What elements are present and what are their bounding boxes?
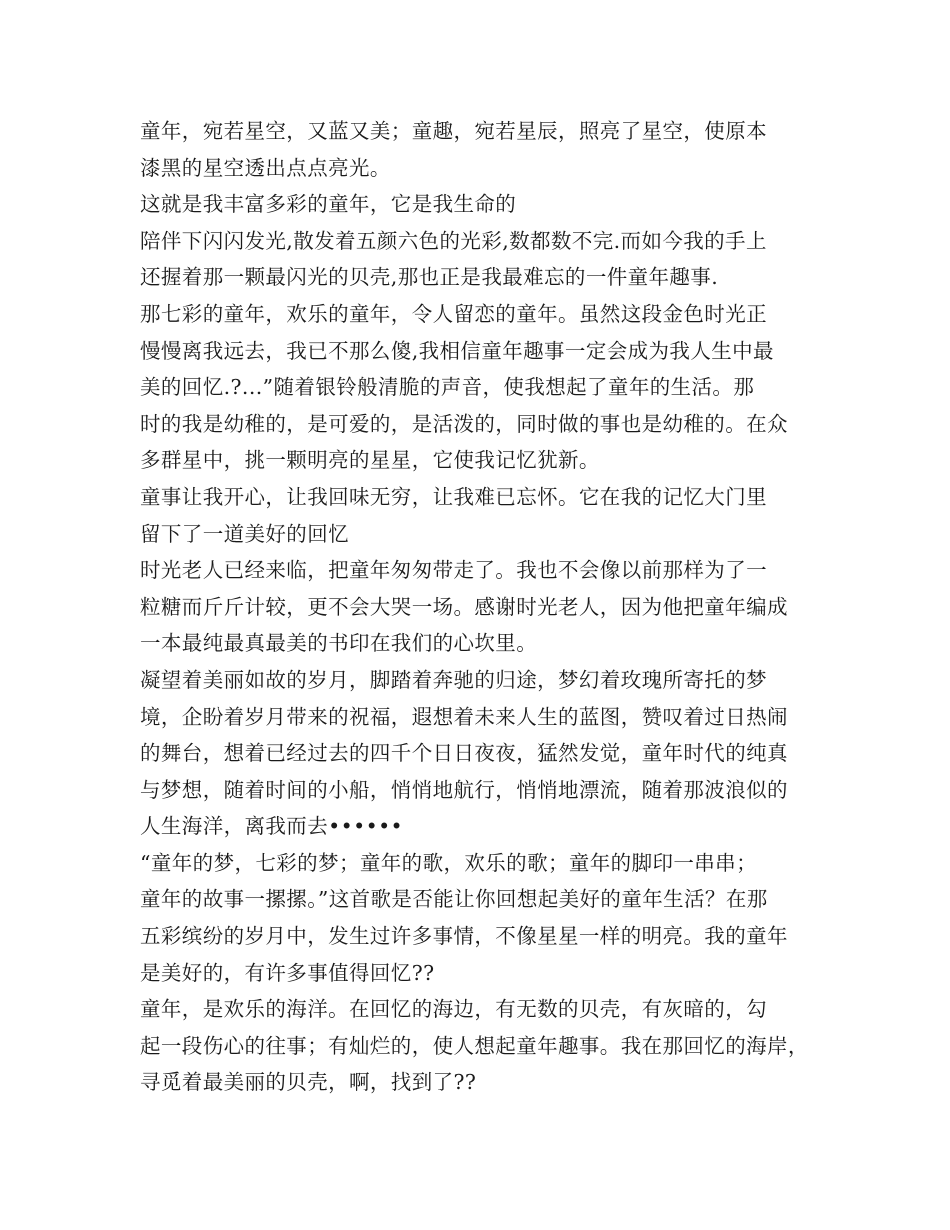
text-line: 一本最纯最真最美的书印在我们的心坎里。 bbox=[140, 631, 538, 656]
text-line: 寻觅着最美丽的贝壳，啊，找到了?? bbox=[140, 1070, 477, 1095]
text-line: 童年，宛若星空，又蓝又美；童趣，宛若星辰，照亮了星空，使原本 bbox=[140, 119, 767, 143]
text-line: 人生海洋，离我而去•••••• bbox=[140, 814, 404, 839]
text-line: 慢慢离我远去，我已不那么傻,我相信童年趣事一定会成为我人生中最 bbox=[140, 338, 774, 363]
text-line: 那七彩的童年，欢乐的童年，令人留恋的童年。虽然这段金色时光正 bbox=[140, 301, 767, 326]
text-line: 漆黑的星空透出点点亮光。 bbox=[140, 155, 391, 180]
text-line: 与梦想，随着时间的小船，悄悄地航行，悄悄地漂流，随着那波浪似的 bbox=[140, 777, 788, 802]
text-line: 是美好的，有许多事值得回忆?? bbox=[140, 960, 435, 985]
text-line: 童年，是欢乐的海洋。在回忆的海边，有无数的贝壳，有灰暗的，勾 bbox=[140, 997, 767, 1022]
text-line: 多群星中，挑一颗明亮的星星，它使我记忆犹新。 bbox=[140, 448, 600, 473]
text-line: 五彩缤纷的岁月中，发生过许多事情，不像星星一样的明亮。我的童年 bbox=[140, 924, 788, 949]
text-line: 童年的故事一摞摞。”这首歌是否能让你回想起美好的童年生活？在那 bbox=[140, 887, 768, 912]
text-line: 留下了一道美好的回忆 bbox=[140, 521, 349, 546]
text-line: 时光老人已经来临，把童年匆匆带走了。我也不会像以前那样为了一 bbox=[140, 558, 767, 583]
text-line: 凝望着美丽如故的岁月，脚踏着奔驰的归途，梦幻着玫瑰所寄托的梦 bbox=[140, 667, 767, 692]
text-line: 这就是我丰富多彩的童年，它是我生命的 bbox=[140, 192, 517, 217]
text-line: 美的回忆.?...”随着银铃般清脆的声音，使我想起了童年的生活。那 bbox=[140, 375, 755, 400]
text-line: 时的我是幼稚的，是可爱的，是活泼的，同时做的事也是幼稚的。在众 bbox=[140, 411, 788, 436]
text-line: 童事让我开心，让我回味无穷，让我难已忘怀。它在我的记忆大门里 bbox=[140, 484, 767, 509]
text-line: “童年的梦，七彩的梦；童年的歌，欢乐的歌；童年的脚印一串串； bbox=[140, 850, 757, 875]
text-line: 陪伴下闪闪发光,散发着五颜六色的光彩,数都数不完.而如今我的手上 bbox=[140, 228, 767, 253]
text-line: 起一段伤心的往事；有灿烂的，使人想起童年趣事。我在那回忆的海岸， bbox=[140, 1033, 809, 1058]
text-line: 粒糖而斤斤计较，更不会大哭一场。感谢时光老人，因为他把童年编成 bbox=[140, 594, 788, 619]
document-body-text bbox=[140, 113, 830, 1101]
text-line: 境，企盼着岁月带来的祝福，遐想着未来人生的蓝图，赞叹着过日热闹 bbox=[140, 704, 788, 729]
text-line: 还握着那一颗最闪光的贝壳,那也正是我最难忘的一件童年趣事. bbox=[140, 265, 719, 290]
text-line: 的舞台，想着已经过去的四千个日日夜夜，猛然发觉，童年时代的纯真 bbox=[140, 741, 788, 766]
